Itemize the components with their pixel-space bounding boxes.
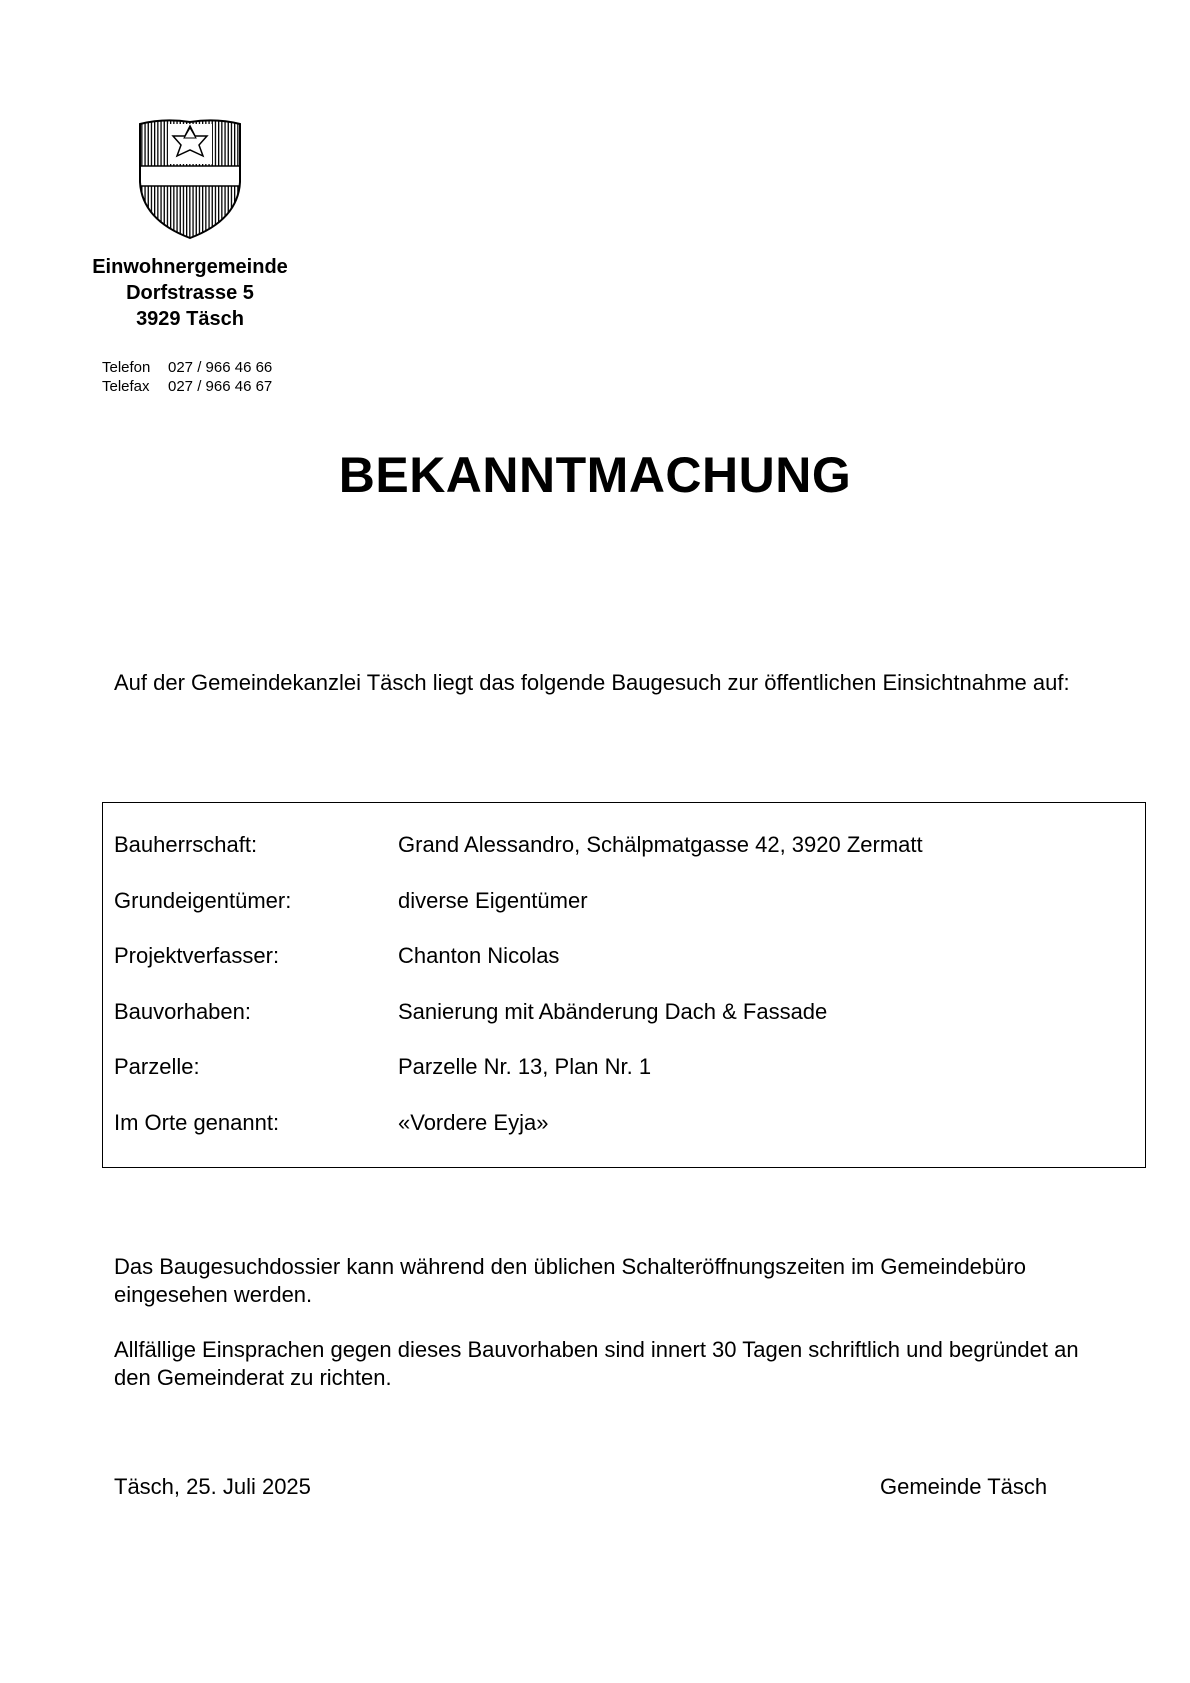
sender-address xyxy=(60,254,320,332)
dossier-paragraph: Das Baugesuchdossier kann während den üblichen Schalteröffnungszeiten im Gemeindebüro eingesehen werden. xyxy=(114,1254,1026,1307)
signature: Gemeinde Täsch xyxy=(880,1474,1048,1499)
detail-label: Im Orte genannt: xyxy=(114,1110,280,1135)
detail-label: Bauvorhaben: xyxy=(114,999,251,1024)
detail-value: Chanton Nicolas xyxy=(398,943,560,968)
detail-row xyxy=(114,942,559,970)
detail-value: Sanierung mit Abänderung Dach & Fassade xyxy=(398,999,828,1024)
sender-city: 3929 Täsch xyxy=(136,308,244,330)
sender-name: Einwohnergemeinde xyxy=(92,256,288,278)
detail-label: Projektverfasser: xyxy=(114,943,280,968)
phone-row xyxy=(102,358,272,377)
detail-label: Parzelle: xyxy=(114,1054,200,1079)
detail-row xyxy=(114,998,827,1026)
fax-row xyxy=(102,377,272,396)
detail-row xyxy=(114,1109,548,1137)
place-date: Täsch, 25. Juli 2025 xyxy=(114,1474,311,1499)
detail-row xyxy=(114,1053,651,1081)
phone-value: 027 / 966 46 66 xyxy=(168,359,273,376)
detail-value: Parzelle Nr. 13, Plan Nr. 1 xyxy=(398,1054,652,1079)
detail-row xyxy=(114,831,923,859)
detail-value: «Vordere Eyja» xyxy=(398,1110,549,1135)
details-box xyxy=(102,802,1146,1168)
objection-paragraph: Allfällige Einsprachen gegen dieses Bauvorhaben sind innert 30 Tagen schriftlich und begründet an den Gemeinderat zu richten. xyxy=(114,1337,1079,1390)
sender-street: Dorfstrasse 5 xyxy=(126,282,254,304)
fax-value: 027 / 966 46 67 xyxy=(168,378,273,395)
fax-label: Telefax xyxy=(102,378,150,395)
page-title: BEKANNTMACHUNG xyxy=(338,447,852,503)
intro-text: Auf der Gemeindekanzlei Täsch liegt das folgende Baugesuch zur öffentlichen Einsichtnahme auf: xyxy=(114,670,1070,695)
phone-label: Telefon xyxy=(102,359,151,376)
detail-value: Grand Alessandro, Schälpmatgasse 42, 3920 Zermatt xyxy=(398,832,923,857)
detail-value: diverse Eigentümer xyxy=(398,888,588,913)
contact-info xyxy=(102,358,272,396)
detail-row xyxy=(114,887,588,915)
municipal-coat-of-arms-star-icon xyxy=(138,116,242,240)
detail-label: Grundeigentümer: xyxy=(114,888,292,913)
detail-label: Bauherrschaft: xyxy=(114,832,258,857)
